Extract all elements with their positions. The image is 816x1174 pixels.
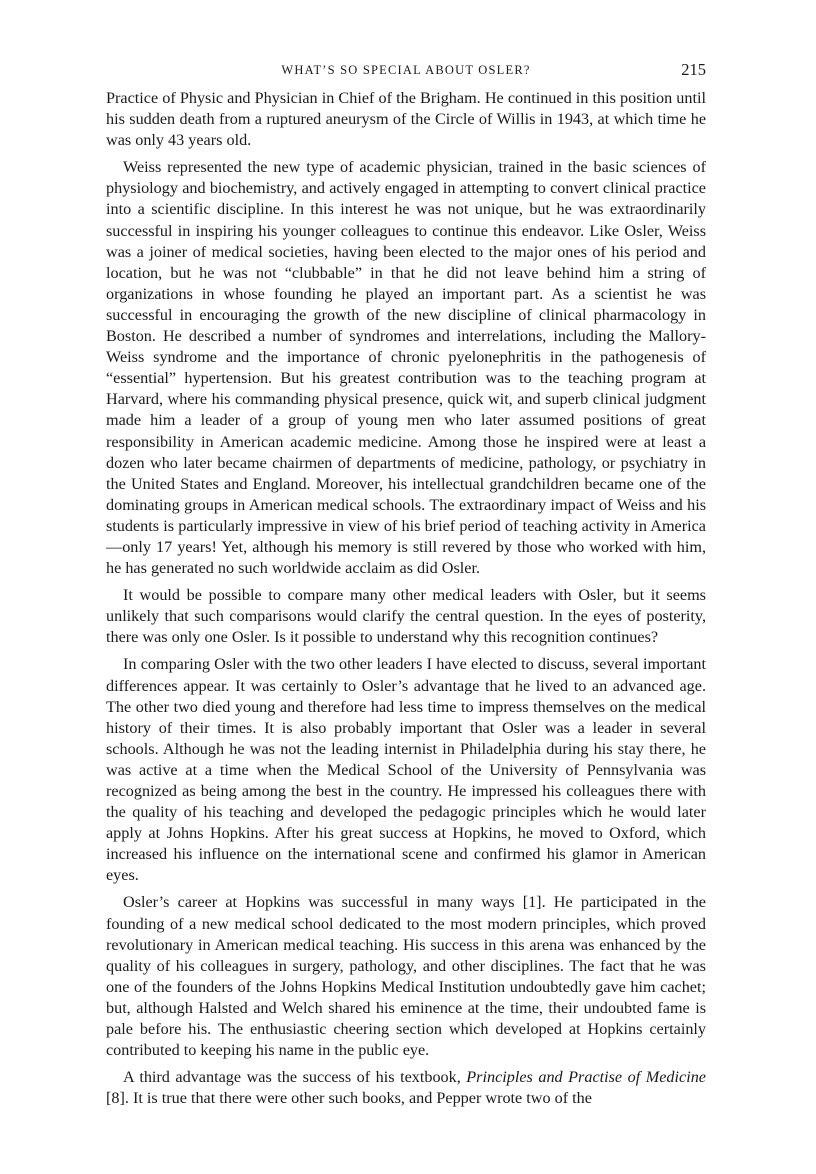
textbook-title: Principles and Practise of Medicine xyxy=(466,1068,706,1087)
paragraph-continued: Practice of Physic and Physician in Chief of the Brigham. He continued in this position until his sudden death from a ruptured aneurysm of the Circle of Willis in 1943, at which time he was only 43 years old. xyxy=(106,89,706,150)
paragraph-comparison: It would be possible to compare many other medical leaders with Osler, but it seems unlikely that such comparisons would clarify the central question. In the eyes of posterity, there was only one Osler. Is it possible to understand why this recognition continues? xyxy=(106,586,706,647)
body-text xyxy=(106,88,706,1109)
textbook-text-after: [8]. It is true that there were other such books, and Pepper wrote two of the xyxy=(106,1089,592,1108)
textbook-text-before: A third advantage was the success of his textbook, xyxy=(123,1068,467,1087)
paragraph-textbook xyxy=(106,1067,706,1109)
paragraph-differences: In comparing Osler with the two other leaders I have elected to discuss, several important differences appear. It was certainly to Osler’s advantage that he lived to an advanced age. The other two died young and therefore had less time to impress themselves on the medical history of their times. It is also probably important that Osler was a leader in several schools. Although he was not the leading internist in Philadelphia during his stay there, he was active at a time when the Medical School of the University of Pennsylvania was recognized as being among the best in the country. He impressed his colleagues there with the quality of his teaching and developed the pedagogic principles which he would later apply at Johns Hopkins. After his great success at Hopkins, he moved to Oxford, which increased his influence on the international scene and confirmed his glamor in American eyes. xyxy=(106,655,706,885)
running-title: WHAT’S SO SPECIAL ABOUT OSLER? xyxy=(281,63,531,77)
paragraph-hopkins-career: Osler’s career at Hopkins was successful in many ways [1]. He participated in the founding of a new medical school dedicated to the most modern principles, which proved revolutionary in American medical teaching. His success in this arena was enhanced by the quality of his colleagues in surgery, pathology, and other disciplines. The fact that he was one of the founders of the Johns Hopkins Medical Institution undoubtedly gave him cachet; but, although Halsted and Welch shared his eminence at the time, their undoubted fame is pale before his. The enthusiastic cheering section which developed at Hopkins certainly contributed to keeping his name in the public eye. xyxy=(106,893,706,1060)
page-number: 215 xyxy=(681,60,706,79)
running-head xyxy=(106,60,706,80)
paragraph-weiss: Weiss represented the new type of academic physician, trained in the basic sciences of physiology and biochemistry, and actively engaged in attempting to convert clinical practice into a scientific discipline. In this interest he was not unique, but he was extraordinarily successful in inspiring his younger colleagues to continue this endeavor. Like Osler, Weiss was a joiner of medical societies, having been elected to the major ones of his period and location, but he was not “clubbable” in that he did not leave behind him a string of organizations in whose founding he played an important part. As a scientist he was successful in encouraging the growth of the new discipline of clinical pharmacology in Boston. He described a number of syndromes and interrelations, including the Mallory-Weiss syndrome and the importance of chronic pyelonephritis in the pathogenesis of “essential” hypertension. But his greatest contribution was to the teaching program at Harvard, where his commanding physical presence, quick wit, and superb clinical judgment made him a leader of a group of young men who later assumed positions of great responsibility in American academic medicine. Among those he inspired were at least a dozen who later became chairmen of departments of medicine, pathology, or psychiatry in the United States and England. Moreover, his intellectual grandchildren became one of the dominating groups in American medical schools. The extraordinary impact of Weiss and his students is particularly impressive in view of his brief period of teaching activity in America—only 17 years! Yet, although his memory is still revered by those who worked with him, he has generated no such worldwide acclaim as did Osler. xyxy=(106,158,706,578)
